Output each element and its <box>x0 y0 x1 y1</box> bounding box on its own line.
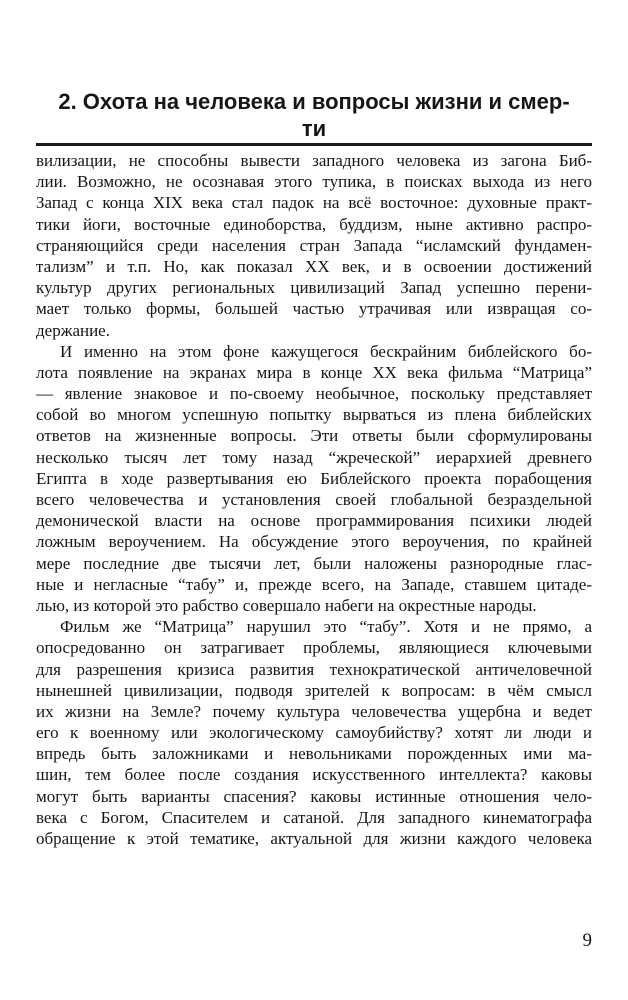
text-line: для разрешения кризиса развития технократической античеловечной <box>36 659 592 679</box>
text-line: страняющийся среди населения стран Запада “исламский фундамен- <box>36 235 592 255</box>
text-line: мает только формы, большей частью утрачивая или извращая со- <box>36 299 592 319</box>
text-line: лью, из которой это рабство совершало набеги на окрестные народы. <box>36 595 537 615</box>
text-line: Египта в ходе развертывания ею Библейского проекта порабощения <box>36 468 592 488</box>
text-line: несколько тысяч лет тому назад “жреческой” иерархией древнего <box>36 447 592 467</box>
text-line: мере последние две тысячи лет, были наложены разнородные глас- <box>36 553 592 573</box>
text-line: их жизни на Земле? почему культура человечества ущербна и ведет <box>36 701 592 721</box>
text-line: опосредованно он затрагивает проблемы, являющиеся ключевыми <box>36 638 592 658</box>
text-line: держание. <box>36 320 110 340</box>
text-line: И именно на этом фоне кажущегося бескрайним библейского бо- <box>60 341 592 361</box>
section-heading <box>36 88 592 142</box>
text-line: Фильм же “Матрица” нарушил это “табу”. Хотя и не прямо, а <box>60 617 592 637</box>
text-line: ложным вероучением. На обсуждение этого вероучения, по крайней <box>36 532 592 552</box>
text-line: ответов на жизненные вопросы. Эти ответы были сформулированы <box>36 426 592 446</box>
text-line: — явление знаковое и по-своему необычное, поскольку представляет <box>36 384 592 404</box>
text-line: культур других региональных цивилизаций Запад успешно перени- <box>36 278 592 298</box>
body-text <box>36 150 592 849</box>
heading-line-2: ти <box>301 116 327 141</box>
text-line: всего человечества и установления своей глобальной безраздельной <box>36 490 592 509</box>
text-line: ные и негласные “табу” и, прежде всего, на Западе, ставшем цитаде- <box>36 574 592 594</box>
text-line: могут быть варианты спасения? каковы истинные отношения чело- <box>36 786 592 806</box>
text-line: тики йоги, восточные единоборства, буддизм, ныне активно распро- <box>36 214 592 234</box>
text-line: впредь быть заложниками и невольниками порожденных ими ма- <box>36 744 592 764</box>
text-line: тализм” и т.п. Но, как показал XX век, и в освоении достижений <box>36 256 592 276</box>
text-line: его к военному или экологическому самоубийству? хотят ли люди и <box>36 723 592 743</box>
text-line: Запад с конца XIX века стал падок на всё восточное: духовные практ- <box>36 193 592 213</box>
page-number: 9 <box>582 930 592 951</box>
text-line: века с Богом, Спасителем и сатаной. Для западного кинематографа <box>36 807 592 827</box>
text-line: демонической власти на основе программирования психики людей <box>36 511 592 531</box>
text-line: лии. Возможно, не осознавая этого тупика, в поисках выхода из него <box>36 172 592 192</box>
text-line: обращение к этой тематике, актуальной для жизни каждого человека <box>36 829 592 848</box>
heading-rule <box>36 143 592 146</box>
text-line: шин, тем более после создания искусственного интеллекта? каковы <box>36 765 592 785</box>
text-line: вилизации, не способны вывести западного человека из загона Биб- <box>36 151 592 170</box>
heading-line-1: 2. Охота на человека и вопросы жизни и смер- <box>58 89 570 114</box>
text-line: собой во многом успешную попытку вырваться из плена библейских <box>36 405 592 425</box>
text-line: нынешней цивилизации, подводя зрителей к вопросам: в чём смысл <box>36 680 592 700</box>
text-line: лота появление на экранах мира в конце XX века фильма “Матрица” <box>36 362 592 382</box>
